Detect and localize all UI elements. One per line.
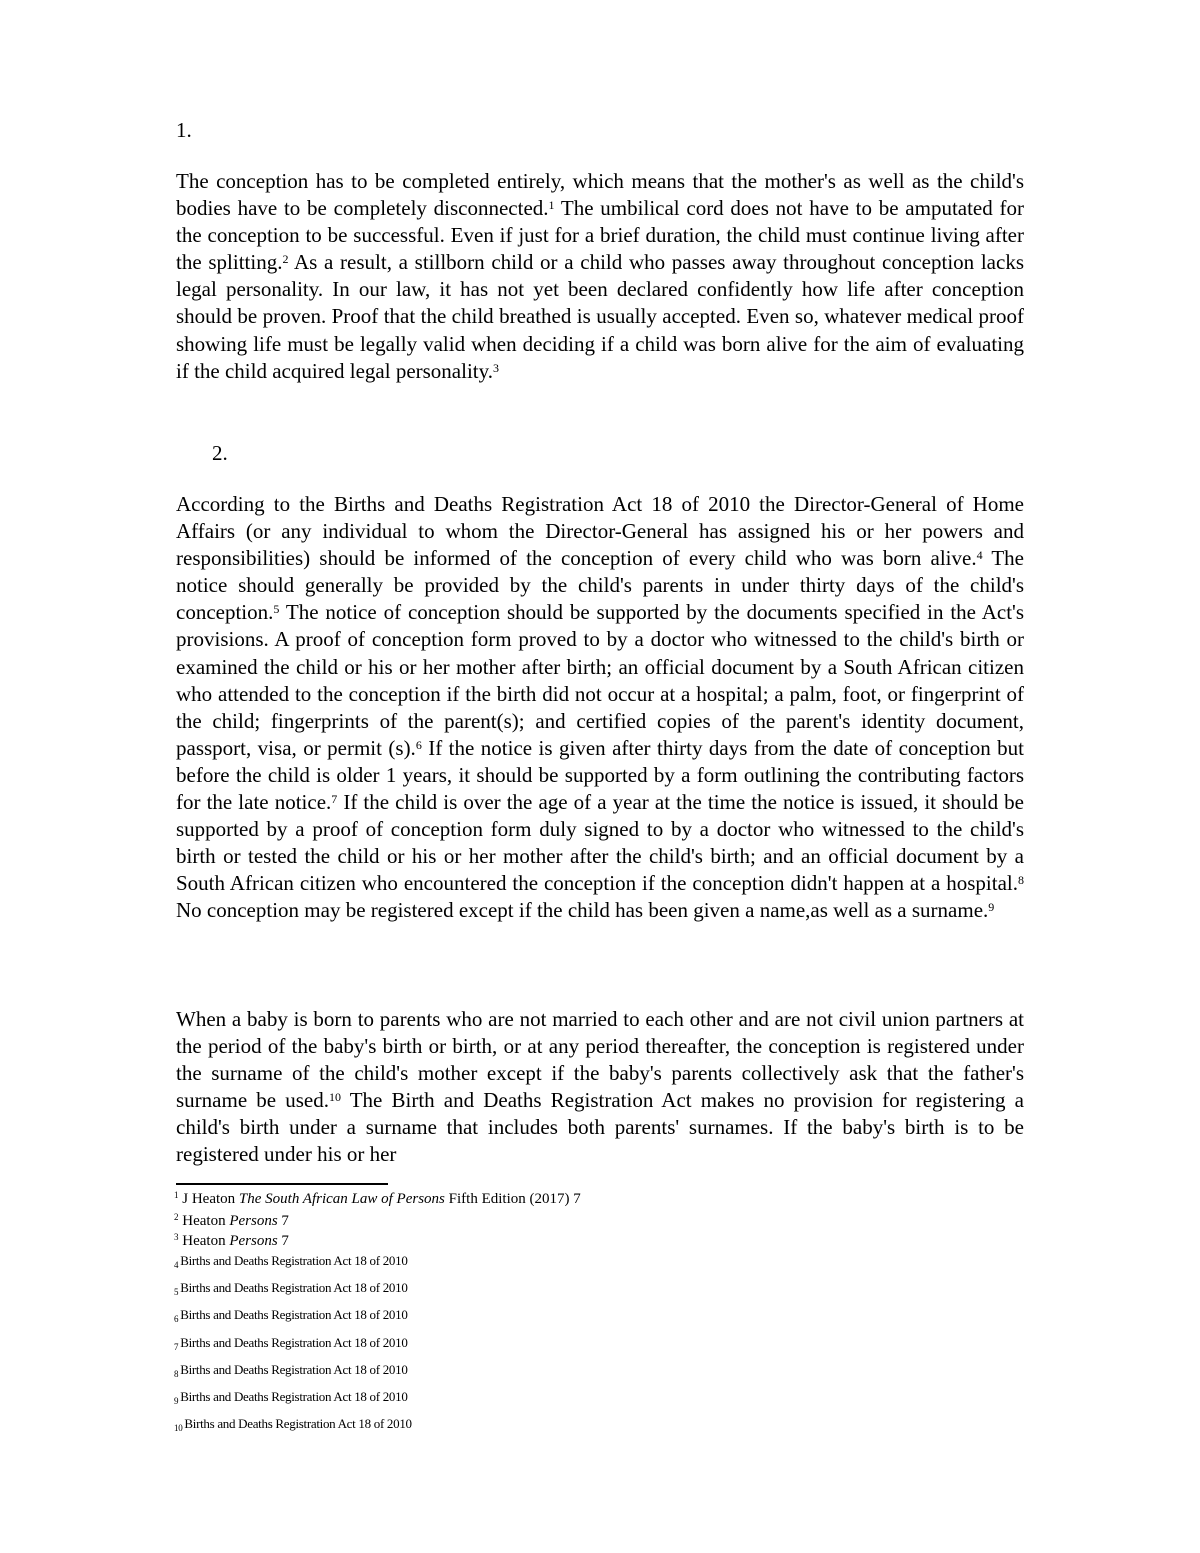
footnote (174, 1334, 408, 1356)
footnote-text: Births and Deaths Registration Act 18 of 2010 (180, 1253, 408, 1268)
footnote-number: 5 (174, 1287, 179, 1297)
italic-text: Persons (229, 1233, 278, 1249)
footnote (174, 1190, 581, 1208)
footnote-number: 10 (174, 1423, 183, 1433)
footnote-separator (176, 1183, 388, 1185)
footnote-text: J Heaton The South African Law of Persons Fifth Edition (2017) 7 (178, 1191, 581, 1207)
footnote-text: Heaton Persons 7 (178, 1213, 289, 1229)
footnote (174, 1306, 408, 1328)
footnote-number: 4 (174, 1260, 179, 1270)
footnote-text: Births and Deaths Registration Act 18 of 2010 (180, 1335, 408, 1350)
footnote-reference: 8 (1018, 873, 1024, 888)
footnote-text: Births and Deaths Registration Act 18 of 2010 (180, 1307, 408, 1322)
footnote (174, 1232, 289, 1250)
footnote-reference: 10 (328, 1090, 341, 1105)
footnote-reference: 9 (988, 900, 995, 915)
footnote-text: Heaton Persons 7 (178, 1233, 289, 1249)
footnote-reference: 5 (273, 602, 280, 617)
footnote-reference: 6 (415, 737, 422, 752)
body-paragraph: When a baby is born to parents who are not married to each other and are not civil union partners at the period of the baby's birth or birth, or at any period thereafter, the conception is registered under the surname of the child's mother except if the baby's parents collectively ask that the father's surname be used.$^{10}$ The Birth and Deaths Registration Act makes no provision for registering a child's birth under a surname that includes both parents' surnames. If the baby's birth is to be registered under his or her (176, 1007, 1024, 1167)
footnote (174, 1388, 408, 1410)
footnote-reference: 4 (976, 548, 983, 563)
footnote (174, 1415, 412, 1437)
footnote-reference: 7 (331, 792, 338, 807)
footnote-text: Births and Deaths Registration Act 18 of 2010 (180, 1389, 408, 1404)
footnote-number: 9 (174, 1396, 179, 1406)
italic-text: The South African Law of Persons (238, 1191, 445, 1207)
footnote (174, 1212, 289, 1230)
footnote-text: Births and Deaths Registration Act 18 of 2010 (184, 1416, 412, 1431)
footnote-reference: 3 (493, 360, 500, 375)
footnote-text: Births and Deaths Registration Act 18 of 2010 (180, 1362, 408, 1377)
footnote-number: 7 (174, 1342, 179, 1352)
footnote (174, 1361, 408, 1383)
footnote (174, 1252, 408, 1274)
footnote (174, 1279, 408, 1301)
footnote-reference: 1 (548, 198, 555, 213)
footnote-number: 1 (174, 1190, 179, 1200)
footnote-number: 2 (174, 1212, 179, 1222)
italic-text: Persons (229, 1213, 278, 1229)
section-number: 1. (176, 118, 192, 142)
body-paragraph: The conception has to be completed entirely, which means that the mother's as well as the child's bodies have to be completely disconnected.$^1$ The umbilical cord does not have to be amputated for the conception to be successful. Even if just for a brief duration, the child must continue living after the splitting.$^2$ As a result, a stillborn child or a child who passes away throughout conception lacks legal personality. In our law, it has not yet been declared confidently how life after conception should be proven. Proof that the child breathed is usually accepted. Even so, whatever medical proof showing life must be legally valid when deciding if a child was born alive for the aim of evaluating if the child acquired legal personality.$^3$ (176, 169, 1024, 383)
footnote-text: Births and Deaths Registration Act 18 of 2010 (180, 1280, 408, 1295)
body-paragraph: According to the Births and Deaths Registration Act 18 of 2010 the Director-General of Home Affairs (or any individual to whom the Director-General has assigned his or her powers and responsibilities) should be informed of the conception of every child who was born alive.$^4$ The notice should generally be provided by the child's parents in under thirty days of the child's conception.$^5$ The notice of conception should be supported by the documents specified in the Act's provisions. A proof of conception form proved to by a doctor who witnessed to the child's birth or examined the child or his or her mother after birth; an official document by a South African citizen who attended to the conception if the birth did not occur at a hospital; a palm, foot, or fingerprint of the child; fingerprints of the parent(s); and certified copies of the parent's identity document, passport, visa, or permit (s).$^6$ If the notice is given after thirty days from the date of conception but before the child is older 1 years, it should be supported by a form outlining the contributing factors for the late notice.$^7$ If the child is over the age of a year at the time the notice is issued, it should be supported by a proof of conception form duly signed to by a doctor who witnessed to the child's birth or tested the child or his or her mother after the child's birth; and an official document by a South African citizen who encountered the conception if the conception didn't happen at a hospital.$^8$ No conception may be registered except if the child has been given a name,as well as a surname.$^9$ (176, 492, 1024, 923)
footnote-reference: 2 (282, 252, 289, 267)
footnote-number: 3 (174, 1232, 179, 1242)
section-number: 2. (212, 441, 228, 465)
footnote-number: 6 (174, 1314, 179, 1324)
footnote-number: 8 (174, 1369, 179, 1379)
